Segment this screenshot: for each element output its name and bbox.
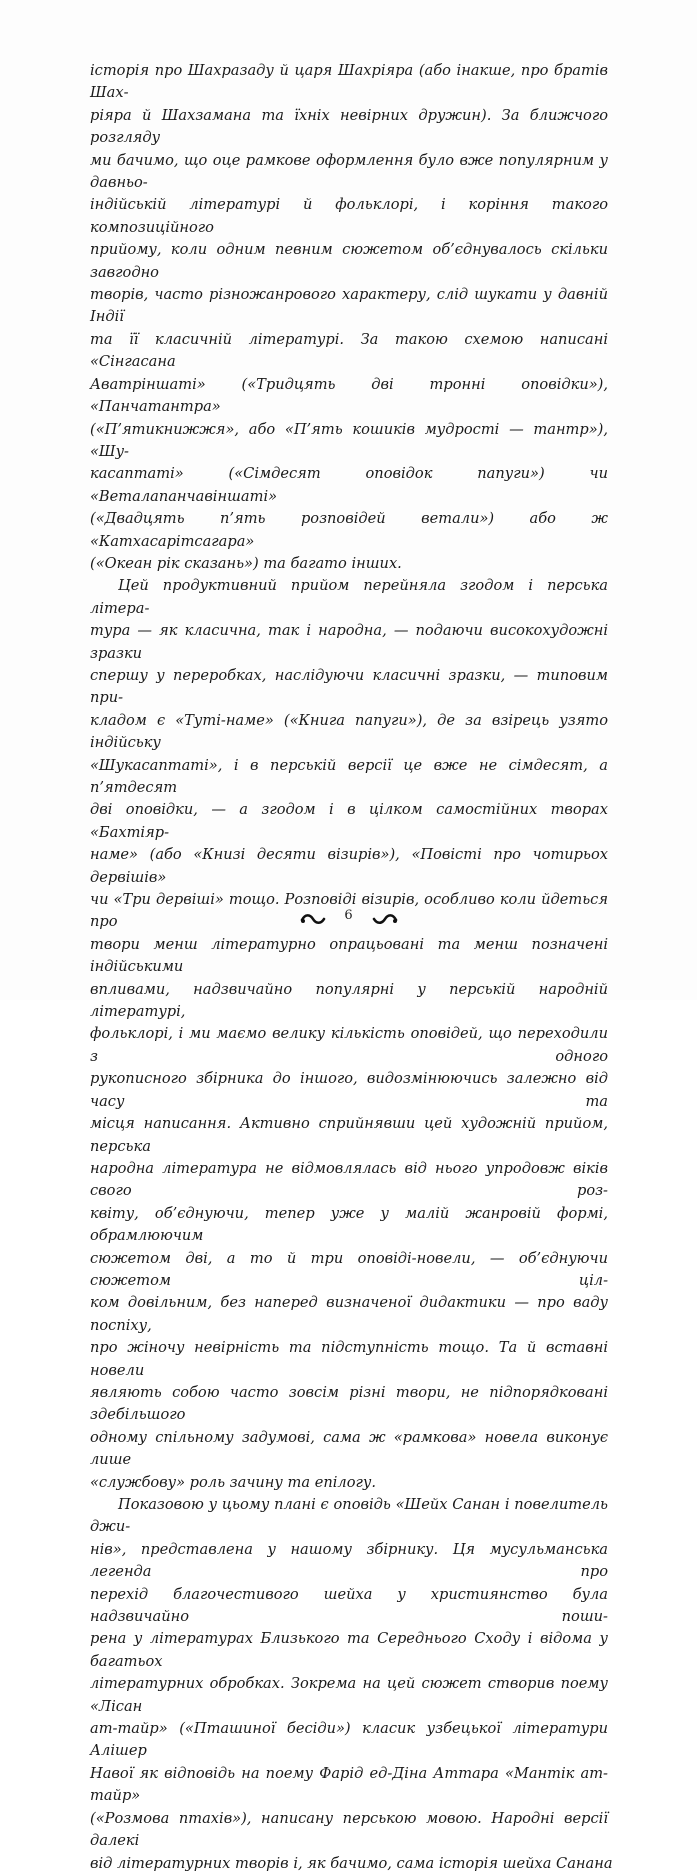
text-line: одному спільному задумові, сама ж «рамкова» новела виконує лише [90, 1428, 608, 1469]
text-line: кладом є «Туті-наме» («Книга папуги»), де за взірець узято індійську [90, 711, 608, 752]
text-line: рена у літературах Близького та Середнього Сходу і відома у багатьох [90, 1630, 608, 1670]
text-line: («Розмова птахів»), написану перською мовою. Народні версії далекі [90, 1809, 608, 1850]
page-footer [0, 906, 697, 936]
text-line: ат-тайр» («Пташиної бесіди») класик узбецької літератури Алішер [90, 1720, 608, 1760]
body-text [90, 60, 613, 1875]
text-line: спершу у переробках, наслідуючи класичні зразки, — типовим при- [90, 666, 608, 707]
text-line: Аватріншаті» («Тридцять дві тронні оповідки»), «Панчатантра» [90, 375, 608, 416]
text-line: місця написання. Активно сприйнявши цей художній прийом, перська [90, 1115, 608, 1155]
text-line: дві оповідки, — а згодом і в цілком самостійних творах «Бахтіяр- [90, 801, 608, 841]
text-line: впливами, надзвичайно популярні у перській народній літературі, [90, 980, 608, 1021]
text-line: Цей продуктивний прийом перейняла згодом і перська літера- [90, 577, 608, 617]
text-line: («П’ятикнижжя», або «П’ять кошиків мудрості — тантр»), «Шу- [90, 420, 608, 460]
text-line: творів, часто різножанрового характеру, слід шукати у давній Індії [90, 286, 608, 326]
text-line: твори менш літературно опрацьовані та менш позначені індійськими [90, 935, 608, 976]
text-line: тура — як класична, так і народна, — подаючи високохудожні зразки [90, 622, 608, 662]
text-line: наме» (або «Книзі десяти візирів»), «Повісті про чотирьох дервішів» [90, 846, 608, 886]
text-line: від літературних творів і, як бачимо, сама історія шейха Санана [90, 1854, 613, 1872]
text-line: індійській літературі й фольклорі, і коріння такого композиційного [90, 196, 608, 236]
text-line: («Двадцять п’ять розповідей ветали») або ж «Катхасарітсагара» [90, 510, 608, 550]
text-line: «службову» роль зачину та епілогу. [90, 1473, 376, 1491]
text-line: сюжетом дві, а то й три оповіді-новели, — об’єднуючи сюжетом ціл- [90, 1249, 608, 1289]
page-number: 6 [344, 908, 353, 923]
text-line: Показовою у цьому плані є оповідь «Шейх Санан і повелитель джи- [90, 1496, 608, 1536]
text-line: ком довільним, без наперед визначеної дидактики — про ваду поспіху, [90, 1294, 608, 1334]
text-line: історія про Шахразаду й царя Шахріяра (або інакше, про братів Шах- [90, 62, 608, 102]
text-line: фольклорі, і ми маємо велику кількість оповідей, що переходили з одного [90, 1025, 608, 1065]
text-line: «Шукасаптаті», і в перській версії це вже не сімдесят, а п’ятдесят [90, 756, 608, 796]
text-line: рукописного збірника до іншого, видозмінюючись залежно від часу та [90, 1070, 608, 1110]
text-line: прийому, коли одним певним сюжетом об’єднувалось скільки завгодно [90, 241, 608, 281]
text-line: Навої як відповідь на поему Фарід ед-Діна Аттара «Мантік ат-тайр» [90, 1764, 608, 1805]
text-line: являють собою часто зовсім різні твори, не підпорядковані здебільшого [90, 1383, 608, 1424]
text-line: чи «Три дервіші» тощо. Розповіді візирів, особливо коли йдеться про [90, 891, 608, 931]
right-swash-ornament-icon [372, 914, 398, 926]
text-line: ріяра й Шахзамана та їхніх невірних дружин). За ближчого розгляду [90, 106, 608, 147]
text-line: касаптаті» («Сімдесят оповідок папуги») чи «Веталапанчавіншаті» [90, 465, 608, 505]
text-line: літературних обробках. Зокрема на цей сюжет створив поему «Лісан [90, 1675, 608, 1715]
text-line: квіту, об’єднуючи, тепер уже у малій жанровій формі, обрамлюючим [90, 1204, 608, 1245]
text-line: нів», представлена у нашому збірнику. Ця мусульманська легенда про [90, 1540, 608, 1581]
text-line: про жіночу невірність та підступність тощо. Та й вставні новели [90, 1339, 608, 1379]
text-line: («Океан рік сказань») та багато інших. [90, 554, 402, 572]
text-line: перехід благочестивого шейха у християнство була надзвичайно поши- [90, 1585, 608, 1626]
text-line: народна література не відмовлялась від нього упродовж віків свого роз- [90, 1159, 608, 1200]
text-line: ми бачимо, що оце рамкове оформлення було вже популярним у давньо- [90, 151, 608, 192]
text-line: та її класичній літературі. За такою схемою написані «Сінгасана [90, 330, 608, 371]
